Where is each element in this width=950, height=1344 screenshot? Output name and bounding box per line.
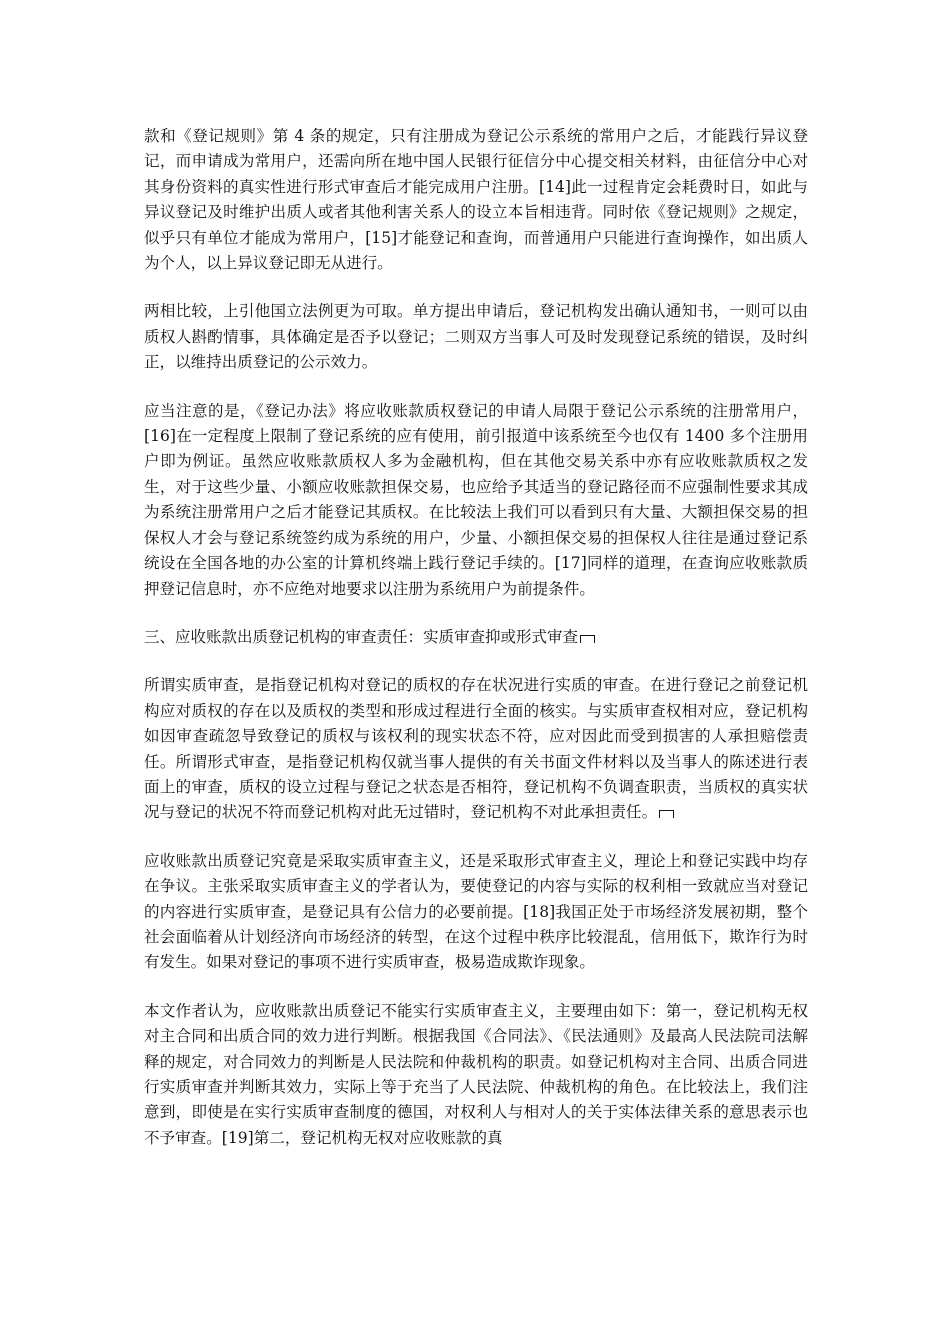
paragraph-mark-icon: [580, 635, 595, 643]
paragraph-2: 两相比较，上引他国立法例更为可取。单方提出申请后，登记机构发出确认通知书，一则可以由质权人斟酌情事，具体确定是否予以登记；二则双方当事人可及时发现登记系统的错误，及时纠正，以维持出质登记的公示效力。: [144, 302, 808, 372]
paragraph-4: [144, 673, 808, 825]
paragraph-4-text: 所谓实质审查，是指登记机构对登记的质权的存在状况进行实质的审查。在进行登记之前登记机构应对质权的存在以及质权的类型和形成过程进行全面的核实。与实质审查权相对应，登记机构如因审查疏忽导致登记的质权与该权利的现实状态不符，应对因此而受到损害的人承担赔偿责任。所谓形式审查，是指登记机构仅就当事人提供的有关书面文件材料以及当事人的陈述进行表面上的审查，质权的设立过程与登记之状态是否相符，登记机构不负调查职责，当质权的真实状况与登记的状况不符而登记机构对此无过错时，登记机构不对此承担责任。: [144, 676, 808, 822]
paragraph-6: 本文作者认为，应收账款出质登记不能实行实质审查主义，主要理由如下：第一，登记机构无权对主合同和出质合同的效力进行判断。根据我国《合同法》、《民法通则》及最高人民法院司法解释的规定，对合同效力的判断是人民法院和仲裁机构的职责。如登记机构对主合同、出质合同进行实质审查并判断其效力，实际上等于充当了人民法院、仲裁机构的角色。在比较法上，我们注意到，即使是在实行实质审查制度的德国，对权利人与相对人的关于实体法律关系的意思表示也不予审查。[19]第二，登记机构无权对应收账款的真: [144, 1001, 808, 1147]
paragraph-mark-icon: [659, 810, 674, 818]
paragraph-1: 款和《登记规则》第 4 条的规定，只有注册成为登记公示系统的常用户之后，才能践行异议登记，而申请成为常用户，还需向所在地中国人民银行征信分中心提交相关材料，由征信分中心对其身份资料的真实性进行形式审查后才能完成用户注册。[14]此一过程肯定会耗费时日，如此与异议登记及时维护出质人或者其他利害关系人的设立本旨相违背。同时依《登记规则》之规定，似乎只有单位才能成为常用户，[15]才能登记和查询，而普通用户只能进行查询操作，如出质人为个人，以上异议登记即无从进行。: [144, 127, 808, 273]
document-page: [144, 124, 808, 1174]
paragraph-5: 应收账款出质登记究竟是采取实质审查主义，还是采取形式审查主义，理论上和登记实践中均存在争议。主张采取实质审查主义的学者认为，要使登记的内容与实际的权利相一致就应当对登记的内容进行实质审查，是登记具有公信力的必要前提。[18]我国正处于市场经济发展初期，整个社会面临着从计划经济向市场经济的转型，在这个过程中秩序比较混乱，信用低下，欺诈行为时有发生。如果对登记的事项不进行实质审查，极易造成欺诈现象。: [144, 851, 808, 972]
section-heading-text: 三、应收账款出质登记机构的审查责任：实质审查抑或形式审查: [144, 627, 579, 646]
section-heading: [144, 625, 808, 650]
paragraph-3: 应当注意的是，《登记办法》将应收账款质权登记的申请人局限于登记公示系统的注册常用户，[16]在一定程度上限制了登记系统的应有使用，前引报道中该系统至今也仅有 1400 多个注册用户即为例证。虽然应收账款质权人多为金融机构，但在其他交易关系中亦有应收账款质权之发生，对于这些少量、小额应收账款担保交易，也应给予其适当的登记路径而不应强制性要求其成为系统注册常用户之后才能登记其质权。在比较法上我们可以看到只有大量、大额担保交易的担保权人才会与登记系统签约成为系统的用户，少量、小额担保交易的担保权人往往是通过登记系统设在全国各地的办公室的计算机终端上践行登记手续的。[17]同样的道理，在查询应收账款质押登记信息时，亦不应绝对地要求以注册为系统用户为前提条件。: [144, 401, 808, 598]
